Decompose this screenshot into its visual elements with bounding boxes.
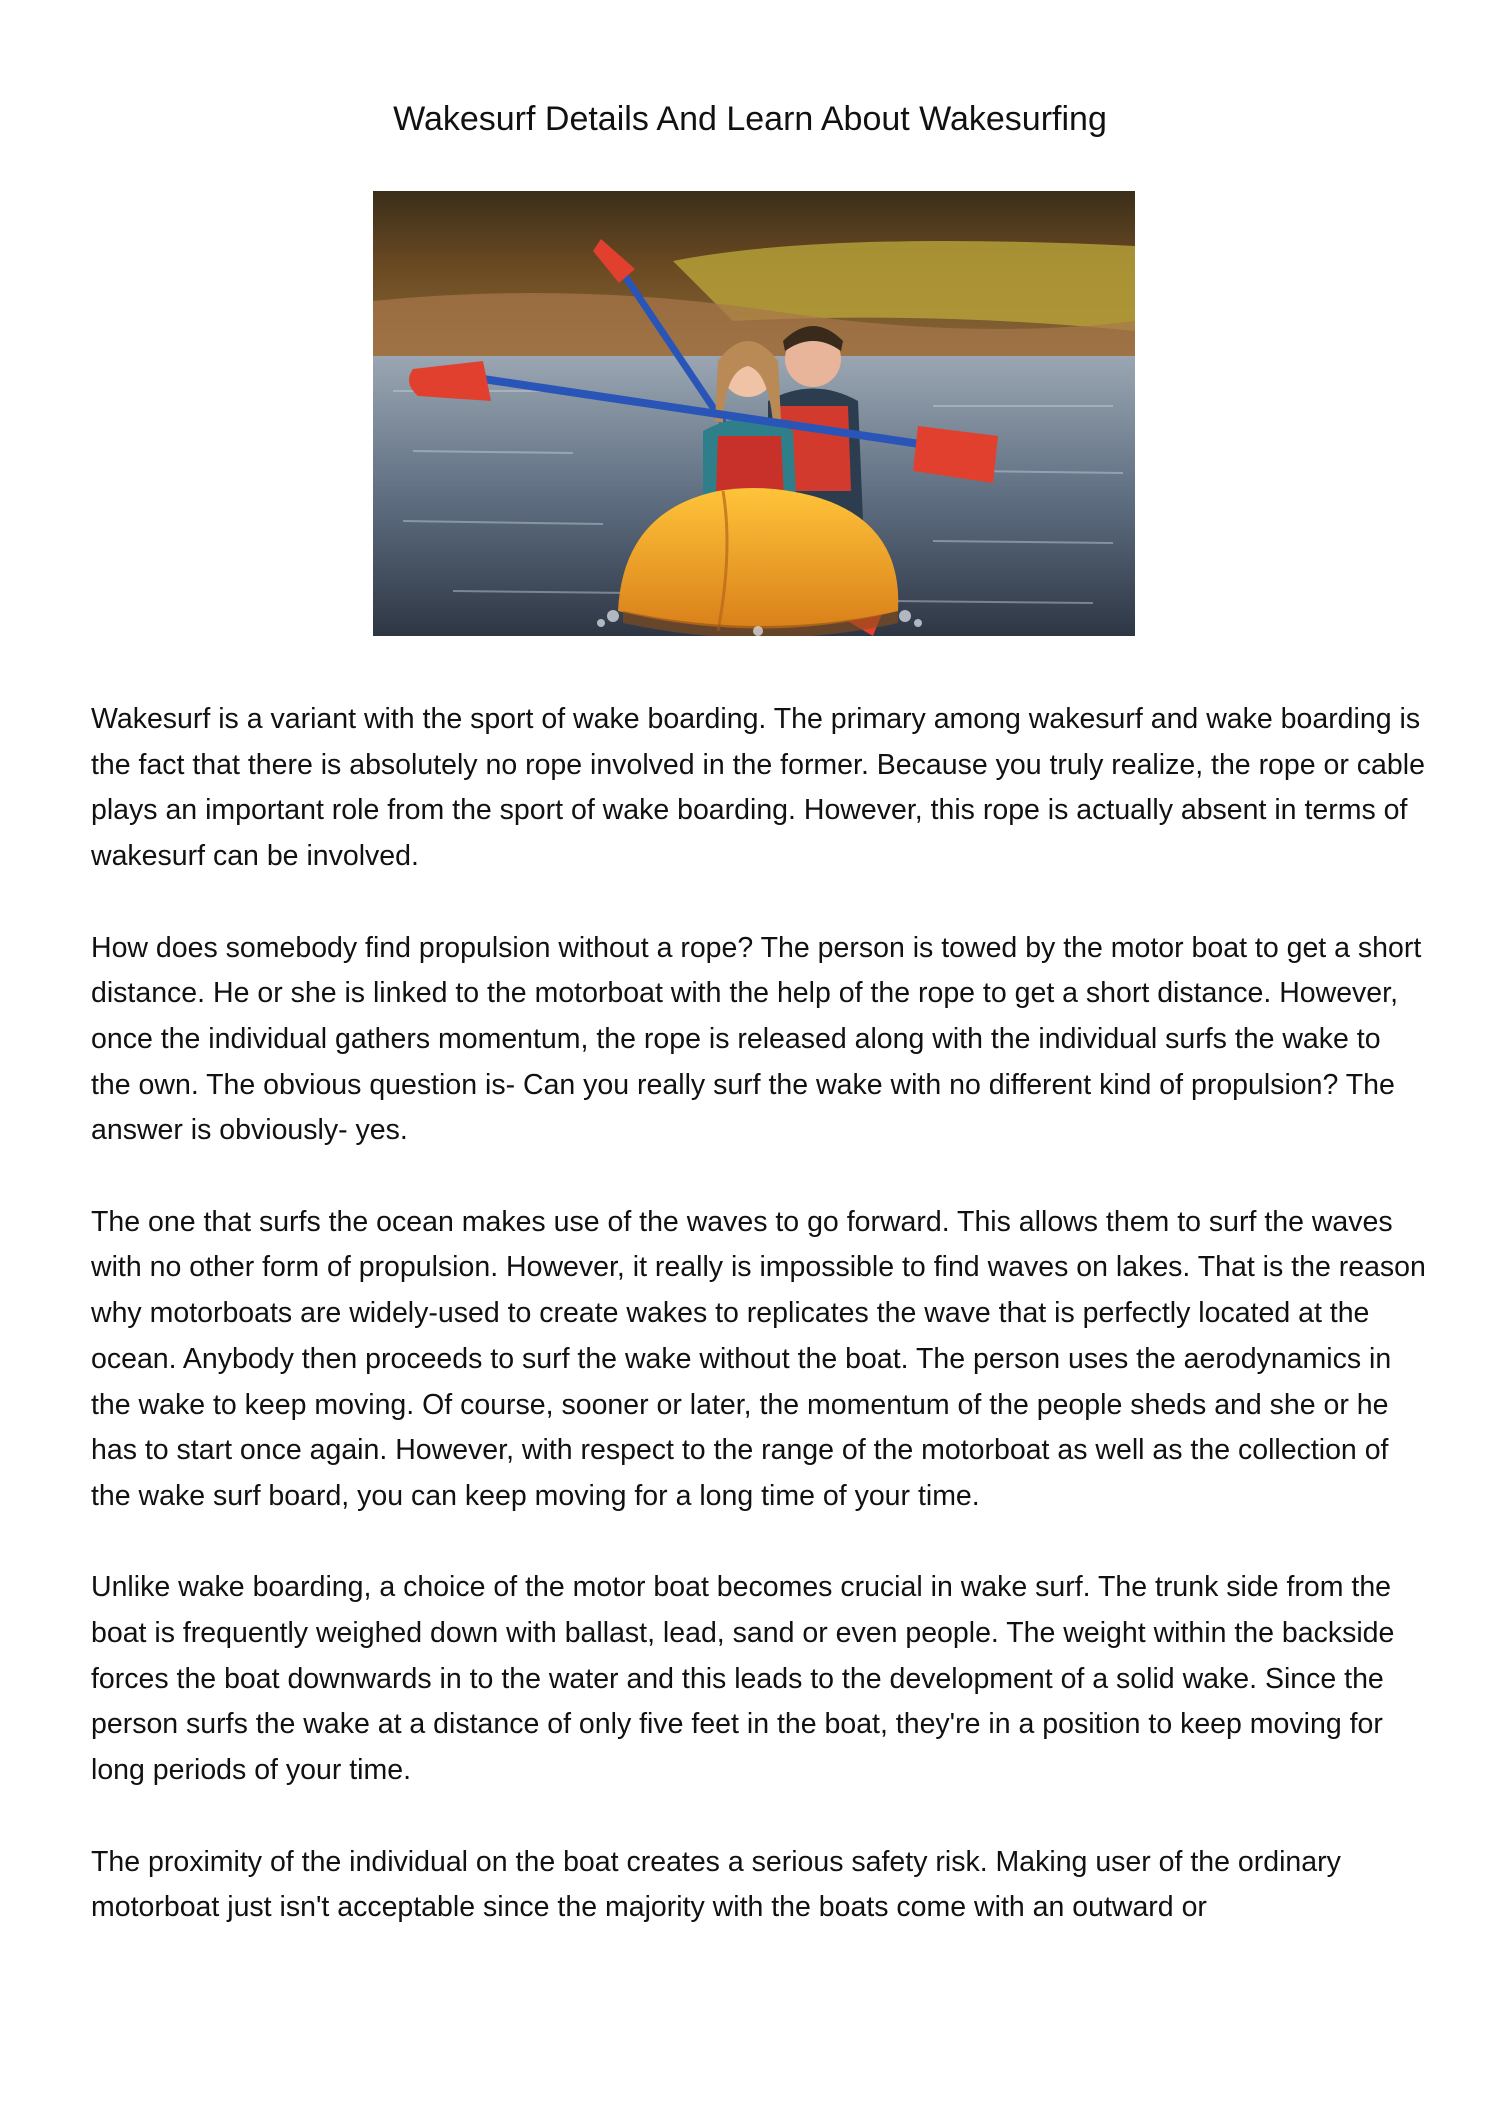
- paragraph-4: Unlike wake boarding, a choice of the motor boat becomes crucial in wake surf. The trunk side from the boat is frequently weighed down with ballast, lead, sand or even people. The weight within the backside forces the boat downwards in to the water and this leads to the development of a solid wake. Since the person surfs the wake at a distance of only five feet in the boat, they're in a position to keep moving for long periods of your time.: [91, 1571, 1395, 1787]
- article-body: [91, 697, 1426, 1977]
- paragraph-5: The proximity of the individual on the boat creates a serious safety risk. Making user of the ordinary motorboat just isn't acceptable since the majority with the boats come with an outward or: [91, 1845, 1341, 1924]
- paragraph-3: The one that surfs the ocean makes use of the waves to go forward. This allows them to surf the waves with no other form of propulsion. However, it really is impossible to find waves on lakes. That is the reason why motorboats are widely-used to create wakes to replicates the wave that is perfectly located at the ocean. Anybody then proceeds to surf the wake without the boat. The person uses the aerodynamics in the wake to keep moving. Of course, sooner or later, the momentum of the people sheds and she or he has to start once again. However, with respect to the range of the motorboat as well as the collection of the wake surf board, you can keep moving for a long time of your time.: [91, 1205, 1426, 1512]
- paragraph-1: Wakesurf is a variant with the sport of wake boarding. The primary among wakesurf and wake boarding is the fact that there is absolutely no rope involved in the former. Because you truly realize, the rope or cable plays an important role from the sport of wake boarding. However, this rope is actually absent in terms of wakesurf can be involved.: [91, 703, 1425, 873]
- kayak-photo-illustration: [373, 191, 1135, 636]
- page-title: Wakesurf Details And Learn About Wakesurfing: [393, 100, 1107, 138]
- kayak-photo: [373, 191, 1135, 636]
- paragraph-2: How does somebody find propulsion without a rope? The person is towed by the motor boat to get a short distance. He or she is linked to the motorboat with the help of the rope to get a short distance. However, once the individual gathers momentum, the rope is released along with the individual surfs the wake to the own. The obvious question is- Can you really surf the wake with no different kind of propulsion? The answer is obviously- yes.: [91, 931, 1422, 1147]
